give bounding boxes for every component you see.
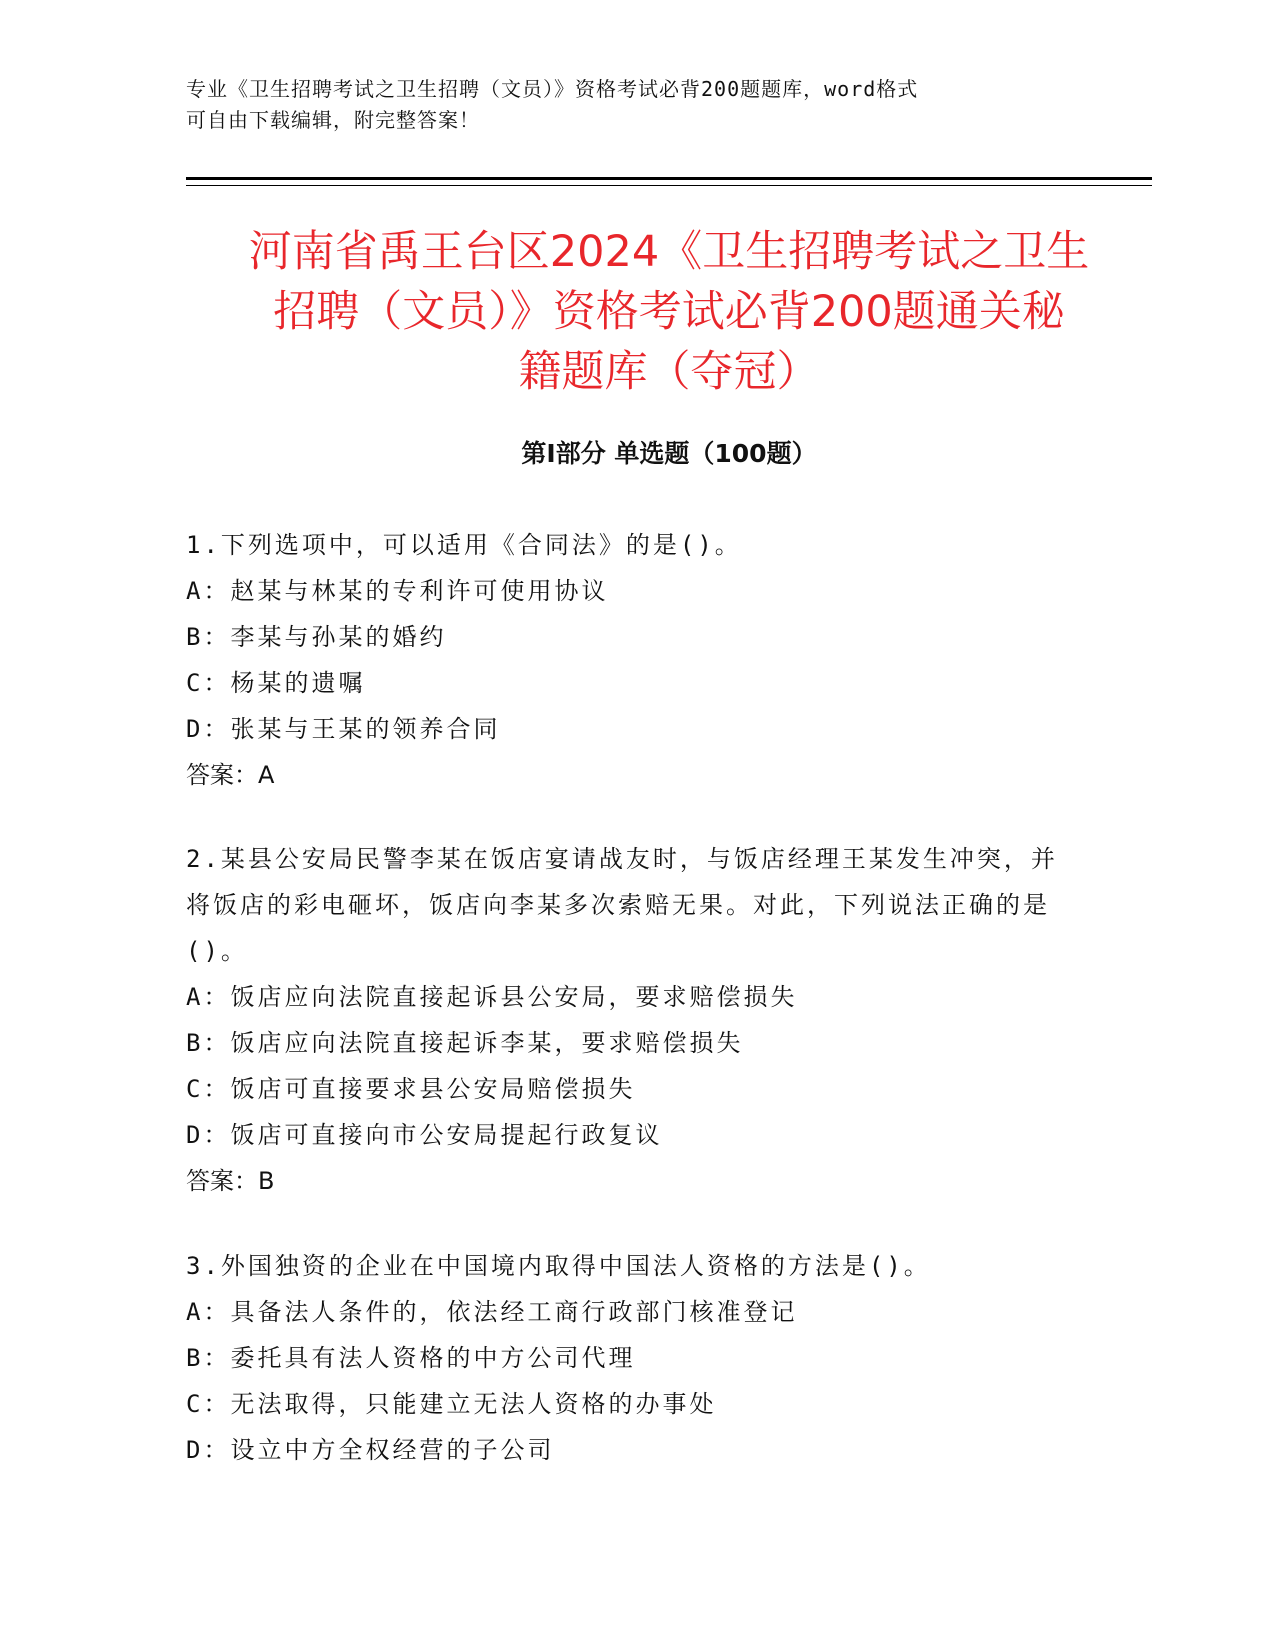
question-stem: 2.某县公安局民警李某在饭店宴请战友时，与饭店经理王某发生冲突，并将饭店的彩电砸坏，饭店向李某多次索赔无果。对此，下列说法正确的是()。 — [186, 845, 1058, 965]
question-stem: 3.外国独资的企业在中国境内取得中国法人资格的方法是()。 — [186, 1252, 931, 1280]
question-stem: 1.下列选项中，可以适用《合同法》的是()。 — [186, 531, 742, 559]
option-b: B：李某与孙某的婚约 — [186, 623, 447, 651]
option-c: C：饭店可直接要求县公安局赔偿损失 — [186, 1075, 636, 1103]
option-c: C：杨某的遗嘱 — [186, 669, 366, 697]
option-d: D：张某与王某的领养合同 — [186, 715, 501, 743]
title-line-2: 招聘（文员）》资格考试必背200题通关秘 — [273, 287, 1065, 337]
header-rule-thick — [186, 177, 1152, 180]
question-item — [186, 836, 1066, 1204]
question-item — [186, 1243, 1066, 1473]
answer-label: 答案：B — [186, 1167, 275, 1195]
option-b: B：饭店应向法院直接起诉李某，要求赔偿损失 — [186, 1029, 744, 1057]
option-a: A：饭店应向法院直接起诉县公安局，要求赔偿损失 — [186, 983, 798, 1011]
title-line-1: 河南省禹王台区2024《卫生招聘考试之卫生 — [248, 227, 1090, 277]
option-a: A：具备法人条件的，依法经工商行政部门核准登记 — [186, 1298, 798, 1326]
intro-line-1: 专业《卫生招聘考试之卫生招聘（文员）》资格考试必背200题题库，word格式 — [186, 77, 919, 101]
document-title — [186, 222, 1152, 402]
title-line-3: 籍题库（夺冠） — [518, 347, 820, 397]
option-a: A：赵某与林某的专利许可使用协议 — [186, 577, 609, 605]
header-rule-thin — [186, 185, 1152, 186]
question-item — [186, 522, 1066, 798]
option-b: B：委托具有法人资格的中方公司代理 — [186, 1344, 636, 1372]
answer-label: 答案：A — [186, 761, 275, 789]
section-heading: 第Ⅰ部分 单选题（100题） — [521, 439, 817, 468]
intro-line-2: 可自由下载编辑，附完整答案！ — [186, 108, 480, 132]
option-d: D：饭店可直接向市公安局提起行政复议 — [186, 1121, 663, 1149]
option-c: C：无法取得，只能建立无法人资格的办事处 — [186, 1390, 717, 1418]
option-d: D：设立中方全权经营的子公司 — [186, 1436, 555, 1464]
document-intro — [186, 74, 1066, 136]
